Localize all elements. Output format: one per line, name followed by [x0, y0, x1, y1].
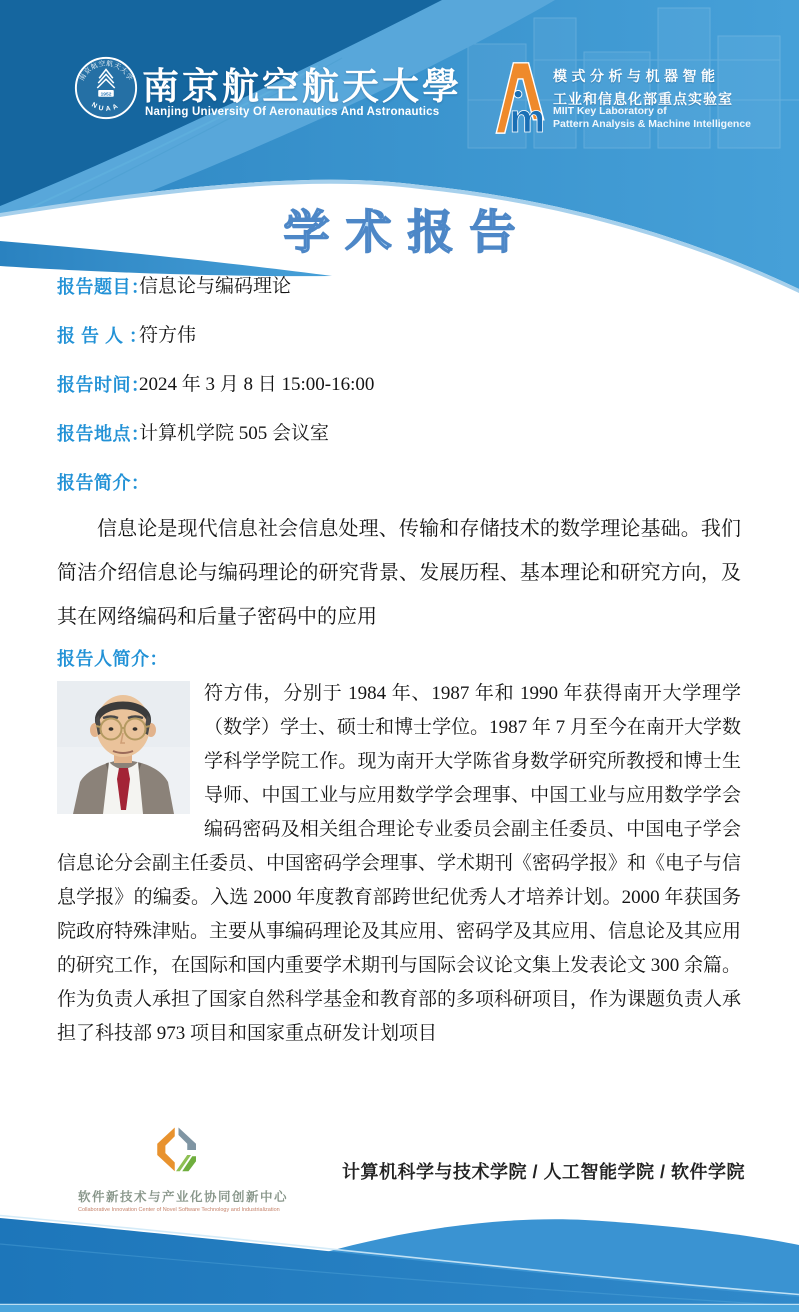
- seal-abbr: NUAA: [90, 101, 122, 114]
- field-value-topic: 信息论与编码理论: [139, 276, 292, 297]
- speaker-bio-label: 报告人简介：: [57, 649, 168, 669]
- aim-lab-logo-icon: [495, 59, 545, 135]
- field-label-time: 报告时间：: [57, 375, 150, 395]
- speaker-bio-block: [57, 677, 741, 1051]
- lab-name-en-line2: Pattern Analysis & Machine Intelligence: [553, 118, 752, 130]
- poster-body: [57, 276, 741, 1051]
- field-row-speaker: [57, 325, 741, 347]
- school-names: 计算机科学与技术学院 / 人工智能学院 / 软件学院: [341, 1162, 745, 1182]
- lab-name-en-line1: MIIT Key Laboratory of: [553, 105, 667, 117]
- field-row-time: [57, 374, 741, 396]
- svg-text:m: m: [509, 97, 545, 135]
- cic-name-zh: 软件新技术与产业化协同创新中心: [78, 1190, 289, 1204]
- field-row-topic: [57, 276, 741, 298]
- speaker-bio-text: 符方伟，分别于 1984 年、1987 年和 1990 年获得南开大学理学（数学）学士、硕士和博士学位。1987 年 7 月至今在南开大学数学科学学院工作。现为南开大学陈省身数学研究所教授和博士生导师、中国工业与应用数学学会理事、中国工业与应用数学学会编码密码及相关组合理论专业委员会副主任委员、中国电子学会信息论分会副主任委员、中国密码学会理事、学术期刊《密码学报》和《电子与信息学报》的编委。入选 2000 年度教育部跨世纪优秀人才培养计划。2000 年获国务院政府特殊津贴。主要从事编码理论及其应用、密码学及其应用、信息论及其应用的研究工作，在国际和国内重要学术期刊与国际会议论文集上发表论文 300 余篇。作为负责人承担了国家自然科学基金和教育部的多项科研项目，作为课题负责人承担了科技部 973 项目和国家重点研发计划项目: [57, 683, 742, 1044]
- seal-year: 1952: [100, 92, 112, 98]
- lab-name-zh-line1: 模式分析与机器智能: [553, 68, 720, 84]
- field-value-speaker: 符方伟: [139, 325, 197, 346]
- seal-arc-text: 南京航空航天大学: [78, 60, 134, 83]
- page-title: 学术报告: [283, 205, 532, 259]
- field-label-speaker: 报 告 人 ：: [57, 326, 148, 346]
- cic-name-en: Collaborative Innovation Center of Novel Software Technology and Industrialization: [78, 1207, 280, 1213]
- footer: [0, 1112, 799, 1312]
- lab-name-zh: [553, 66, 733, 109]
- university-name-zh: 南京航空航天大學: [142, 64, 462, 108]
- university-name-en: Nanjing University Of Aeronautics And Astronautics: [145, 106, 440, 118]
- field-value-time: 2024 年 3 月 8 日 15:00-16:00: [139, 374, 375, 395]
- field-value-location: 计算机学院 505 会议室: [139, 423, 330, 444]
- lab-name-en: [553, 105, 751, 131]
- lab-name-zh-line2: 工业和信息化部重点实验室: [553, 91, 733, 107]
- speaker-photo: [57, 681, 190, 814]
- abstract-text: 信息论是现代信息社会信息处理、传输和存储技术的数学理论基础。我们简洁介绍信息论与编码理论的研究背景、发展历程、基本理论和研究方向，及其在网络编码和后量子密码中的应用: [57, 518, 741, 628]
- cic-logo-icon: [151, 1124, 201, 1176]
- field-label-topic: 报告题目：: [57, 277, 150, 297]
- field-row-location: [57, 423, 741, 445]
- abstract-label: 报告简介：: [57, 473, 150, 493]
- footer-wave-art: [0, 1182, 799, 1312]
- field-label-location: 报告地点：: [57, 424, 150, 444]
- nuaa-seal-logo: [72, 54, 140, 122]
